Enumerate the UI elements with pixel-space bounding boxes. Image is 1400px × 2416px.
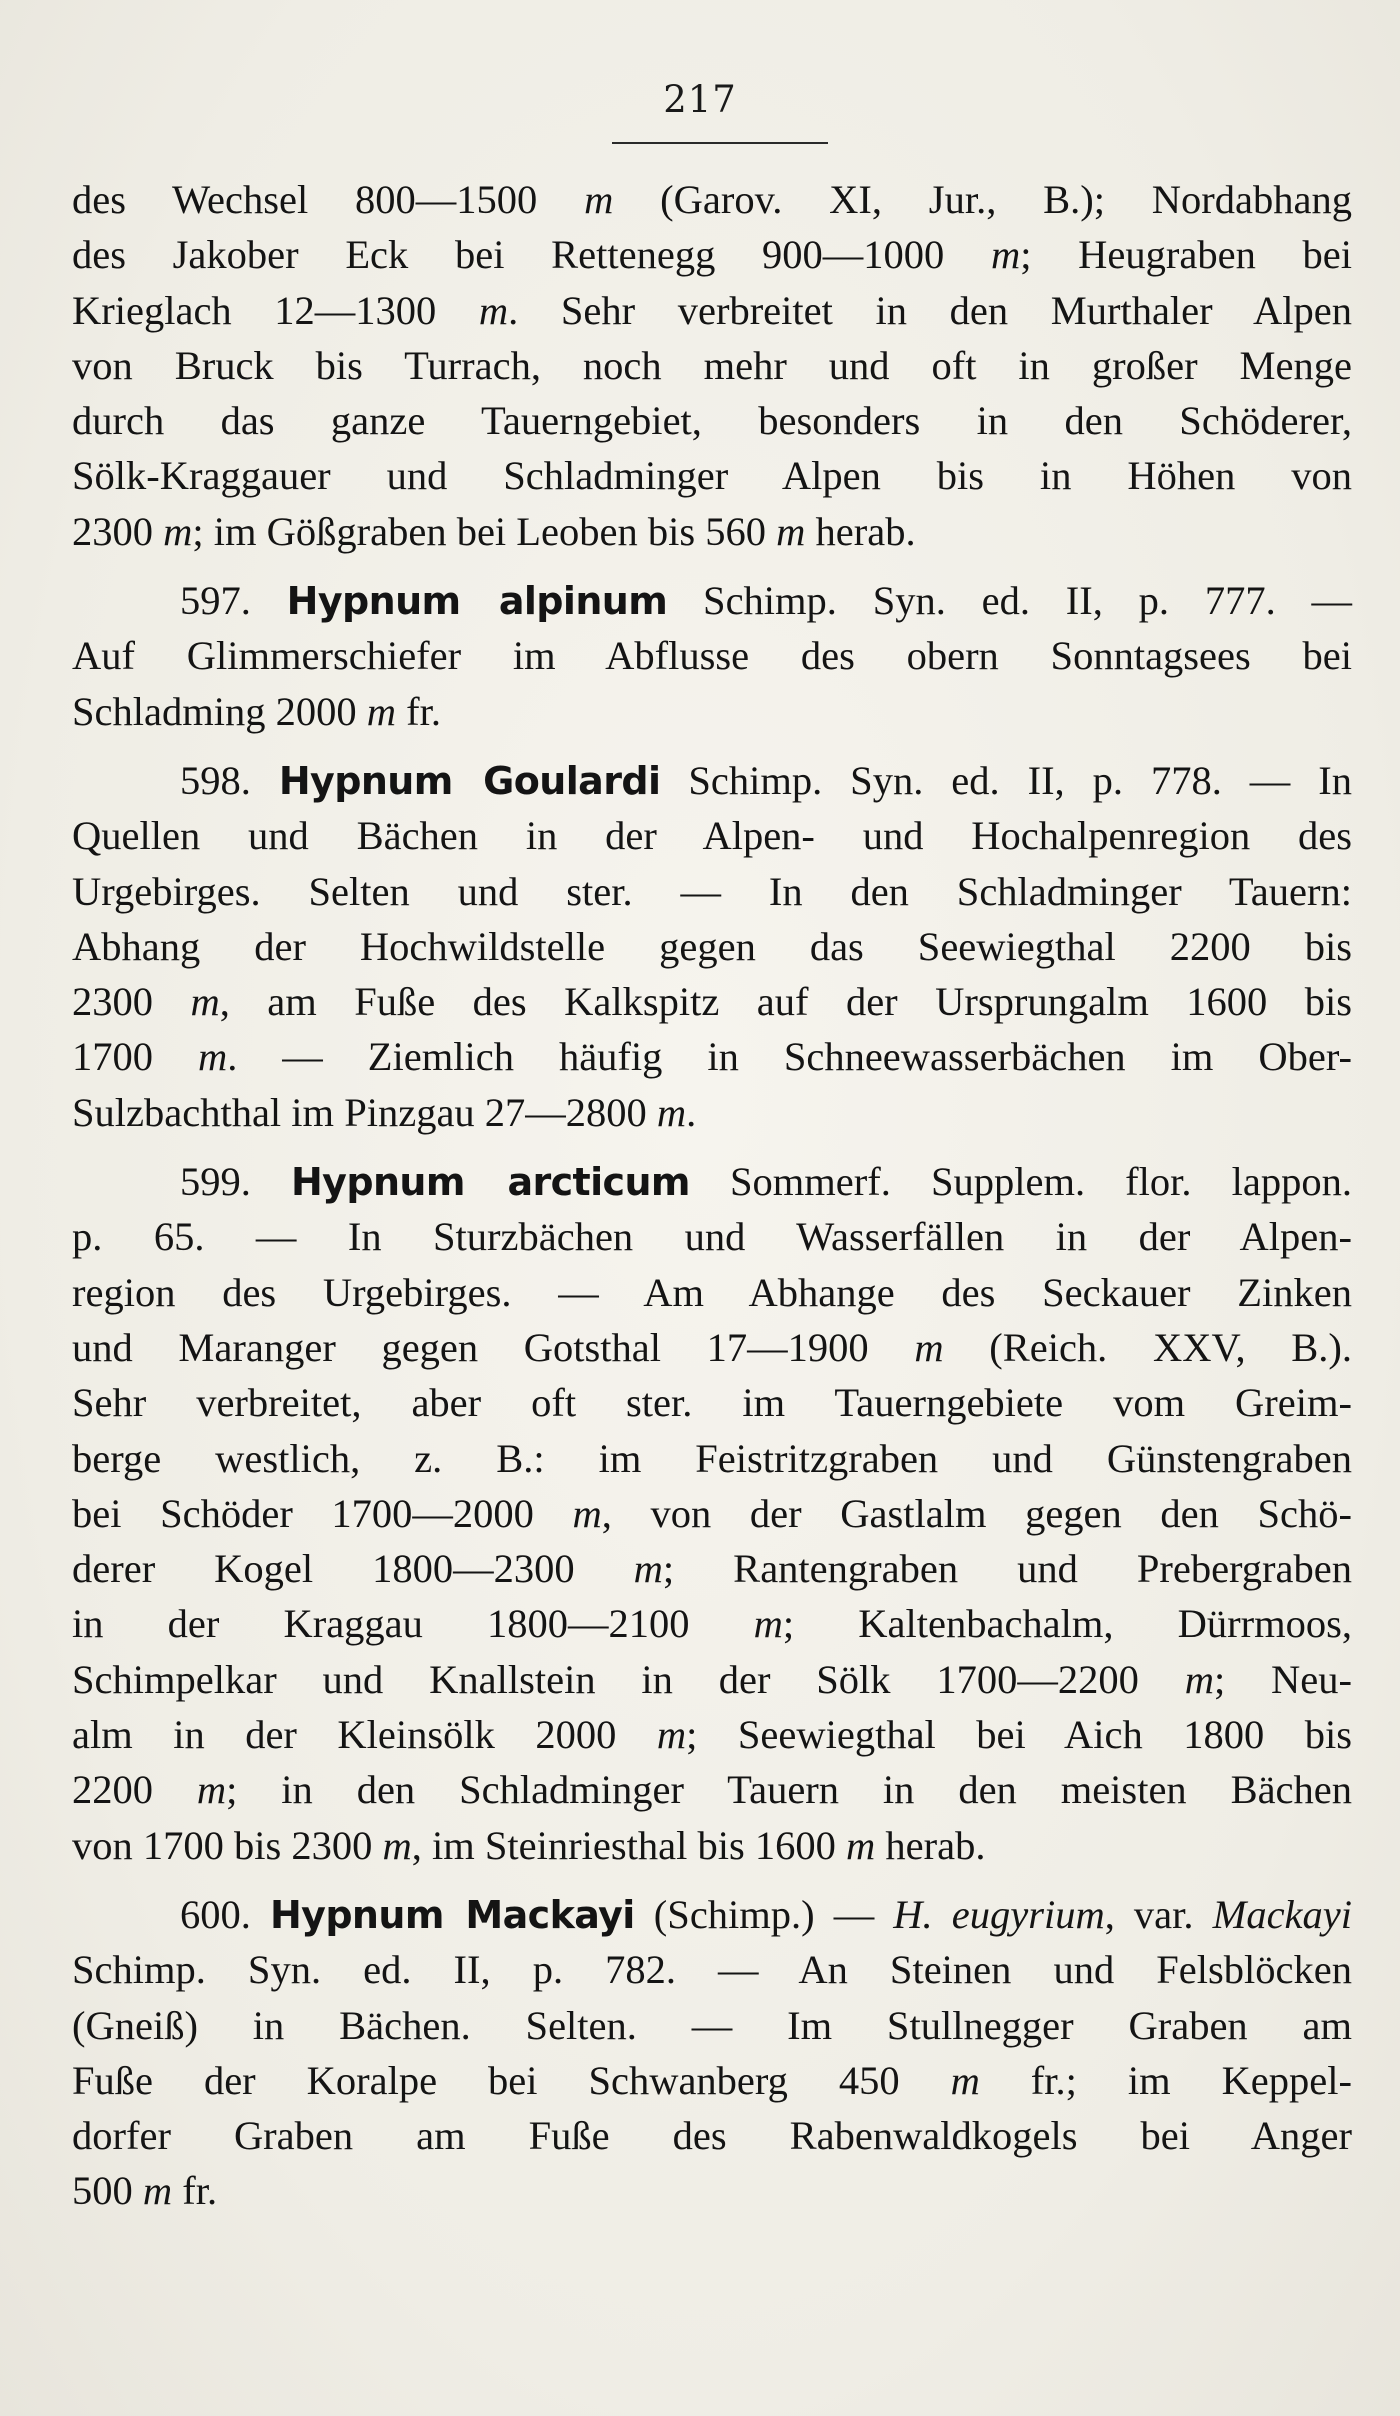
text-line: [72, 1652, 1352, 1707]
text-segment: Sehr verbreitet, aber oft ster. im Tauerngebiete vom Greim-: [72, 1380, 1352, 1426]
text-segment: . — Ziemlich häufig in Schneewasserbächen im Ober-: [227, 1034, 1352, 1080]
italic-text: H. eugyrium: [893, 1891, 1105, 1937]
italic-text: m: [382, 1822, 412, 1868]
italic-text: m: [656, 1712, 687, 1758]
text-line: [72, 974, 1352, 1029]
text-segment: herab.: [875, 1822, 986, 1868]
text-line: [72, 628, 1352, 683]
text-segment: des Wechsel 800—1500: [72, 177, 585, 222]
text-line: [72, 448, 1352, 503]
text-line: [72, 283, 1352, 338]
species-entry: [72, 573, 1352, 739]
text-segment: fr.: [172, 2168, 218, 2214]
text-segment: des Jakober Eck bei Rettenegg 900—1000: [72, 232, 991, 278]
text-segment: Sulzbachthal im Pinzgau 27—2800: [72, 1089, 657, 1135]
species-entry: [72, 1154, 1352, 1873]
text-segment: 2200: [72, 1767, 197, 1813]
italic-text: m: [776, 508, 806, 554]
paragraph-gap: [72, 559, 1352, 573]
italic-text: m: [197, 1034, 228, 1080]
species-entry: [72, 753, 1352, 1140]
text-line: [72, 338, 1352, 393]
text-segment: p. 65. — In Sturzbächen und Wasserfällen in der Alpen-: [72, 1214, 1352, 1260]
text-line: [72, 1209, 1352, 1264]
text-segment: Abhang der Hochwildstelle gegen das Seewiegthal 2200 bis: [72, 923, 1352, 969]
intro-paragraph: [72, 172, 1352, 559]
paragraph-gap: [72, 739, 1352, 753]
text-line: [72, 808, 1352, 863]
text-segment: ; Heugraben bei: [1020, 232, 1352, 278]
text-segment: Schladming 2000: [72, 688, 367, 734]
text-segment: berge westlich, z. B.: im Feistritzgraben und Günstengraben: [72, 1435, 1352, 1481]
text-segment: Krieglach 12—1300: [72, 287, 479, 333]
italic-text: m: [366, 688, 396, 734]
text-segment: , im Steinriesthal bis 1600: [411, 1822, 846, 1868]
text-line: [72, 2163, 1352, 2218]
text-line: [72, 172, 1352, 227]
text-segment: ; Seewiegthal bei Aich 1800 bis: [686, 1712, 1353, 1758]
italic-text: m: [142, 2168, 173, 2214]
italic-text: m: [633, 1546, 663, 1592]
text-segment: derer Kogel 1800—2300: [72, 1546, 634, 1592]
entry-number: 598.: [180, 757, 279, 803]
text-segment: dorfer Graben am Fuße des Rabenwaldkogels bei Anger: [72, 2113, 1352, 2159]
text-line: [72, 393, 1352, 448]
text-line: [72, 919, 1352, 974]
text-line: [72, 1942, 1352, 1997]
italic-text: Mackayi: [1212, 1891, 1352, 1937]
text-line: [72, 2053, 1352, 2108]
text-segment: Schimp. Syn. ed. II, p. 778. — In: [660, 757, 1353, 803]
text-segment: in der Kraggau 1800—2100: [72, 1601, 754, 1647]
italic-text: m: [990, 232, 1021, 278]
text-line: [72, 1596, 1352, 1651]
text-line: [72, 1998, 1352, 2053]
text-segment: 1700: [72, 1034, 198, 1080]
italic-text: m: [572, 1490, 602, 1536]
text-line: [72, 1431, 1352, 1486]
body-text: [72, 172, 1352, 2219]
text-segment: , var.: [1104, 1891, 1213, 1937]
italic-text: m: [196, 1767, 227, 1813]
text-segment: Auf Glimmerschiefer im Abflusse des obern Sonntagsees bei: [72, 633, 1352, 679]
species-entry: [72, 1887, 1352, 2219]
italic-text: m: [584, 177, 614, 222]
entry-number: 599.: [180, 1159, 291, 1205]
italic-text: m: [914, 1324, 944, 1370]
italic-text: m: [1184, 1656, 1214, 1702]
taxon-name: Hypnum alpinum: [286, 579, 668, 624]
text-line: [72, 1375, 1352, 1430]
text-segment: Quellen und Bächen in der Alpen- und Hochalpenregion des: [72, 813, 1352, 859]
text-segment: ; Neu-: [1213, 1656, 1352, 1702]
text-segment: (Schimp.) —: [634, 1891, 894, 1937]
text-line: [72, 573, 1352, 628]
text-line: [72, 753, 1352, 808]
text-segment: ; in den Schladminger Tauern in den meisten Bächen: [226, 1767, 1353, 1813]
text-line: [72, 1541, 1352, 1596]
text-segment: , von der Gastlalm gegen den Schö-: [601, 1490, 1352, 1536]
text-line: [72, 1707, 1352, 1762]
text-segment: (Reich. XXV, B.).: [943, 1324, 1352, 1370]
text-segment: Schimpelkar und Knallstein in der Sölk 1700—2200: [72, 1656, 1185, 1702]
text-segment: region des Urgebirges. — Am Abhange des Seckauer Zinken: [72, 1269, 1352, 1315]
text-segment: fr.: [395, 688, 441, 734]
text-segment: ; Rantengraben und Prebergraben: [662, 1546, 1352, 1592]
text-segment: Urgebirges. Selten und ster. — In den Schladminger Tauern:: [72, 868, 1352, 914]
text-line: [72, 1320, 1352, 1375]
entry-number: 600.: [180, 1891, 270, 1937]
taxon-name: Hypnum arcticum: [290, 1160, 690, 1205]
text-segment: Sölk-Kraggauer und Schladminger Alpen bis in Höhen von: [72, 453, 1352, 499]
text-segment: 500: [72, 2168, 143, 2214]
text-segment: . Sehr verbreitet in den Murthaler Alpen: [508, 287, 1352, 333]
italic-text: m: [753, 1601, 783, 1647]
text-segment: 2300: [72, 508, 164, 554]
header-rule: [612, 142, 828, 144]
text-segment: durch das ganze Tauerngebiet, besonders in den Schöderer,: [72, 398, 1352, 444]
text-segment: (Gneiß) in Bächen. Selten. — Im Stullnegger Graben am: [72, 2002, 1352, 2048]
text-line: [72, 1154, 1352, 1209]
text-segment: fr.; im Keppel-: [979, 2057, 1353, 2103]
paragraph-gap: [72, 1140, 1352, 1154]
italic-text: m: [163, 508, 193, 554]
text-line: [72, 1265, 1352, 1320]
text-segment: , am Fuße des Kalkspitz auf der Ursprungalm 1600 bis: [219, 979, 1352, 1025]
taxon-name: Hypnum Mackayi: [269, 1892, 635, 1937]
italic-text: m: [846, 1822, 876, 1868]
text-line: [72, 1486, 1352, 1541]
text-segment: von 1700 bis 2300: [72, 1822, 383, 1868]
text-line: [72, 504, 1352, 559]
text-line: [72, 1887, 1352, 1942]
italic-text: m: [656, 1089, 687, 1135]
text-line: [72, 227, 1352, 282]
text-segment: .: [686, 1089, 697, 1135]
page-header: [0, 78, 1400, 121]
page-number: 217: [663, 78, 737, 121]
text-segment: und Maranger gegen Gotsthal 17—1900: [72, 1324, 915, 1370]
text-line: [72, 2108, 1352, 2163]
text-line: [72, 684, 1352, 739]
text-segment: Schimp. Syn. ed. II, p. 777. —: [667, 578, 1353, 624]
text-segment: herab.: [805, 508, 916, 554]
taxon-name: Hypnum Goulardi: [278, 758, 661, 803]
text-line: [72, 1762, 1352, 1817]
text-segment: (Garov. XI, Jur., B.); Nordabhang: [613, 177, 1352, 222]
text-line: [72, 1029, 1352, 1084]
paragraph-gap: [72, 1873, 1352, 1887]
italic-text: m: [950, 2057, 980, 2103]
text-segment: ; im Gößgraben bei Leoben bis 560: [192, 508, 777, 554]
text-segment: von Bruck bis Turrach, noch mehr und oft in großer Menge: [72, 342, 1352, 388]
entry-number: 597.: [180, 578, 287, 624]
text-segment: bei Schöder 1700—2000: [72, 1490, 573, 1536]
text-segment: 2300: [72, 979, 191, 1025]
text-line: [72, 864, 1352, 919]
text-segment: alm in der Kleinsölk 2000: [72, 1712, 657, 1758]
text-segment: ; Kaltenbachalm, Dürrmoos,: [782, 1601, 1353, 1647]
italic-text: m: [190, 979, 220, 1025]
italic-text: m: [478, 287, 509, 333]
text-segment: Fuße der Koralpe bei Schwanberg 450: [72, 2057, 951, 2103]
text-line: [72, 1818, 1352, 1873]
text-segment: Sommerf. Supplem. flor. lappon.: [689, 1159, 1352, 1205]
text-segment: Schimp. Syn. ed. II, p. 782. — An Steinen und Felsblöcken: [72, 1947, 1352, 1993]
text-line: [72, 1085, 1352, 1140]
